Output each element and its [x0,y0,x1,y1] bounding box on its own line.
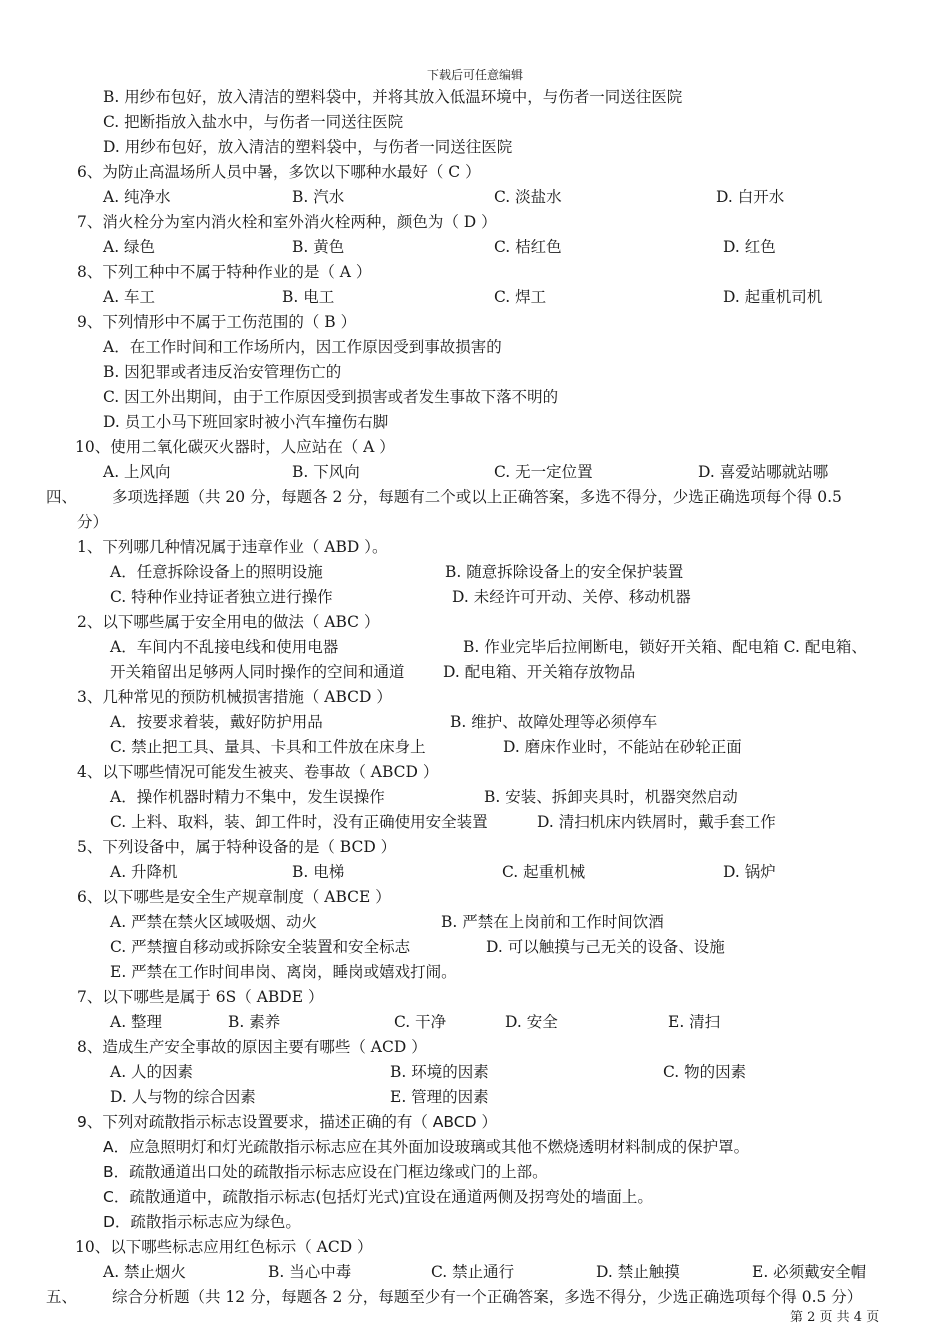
text-line: 10、使用二氧化碳灭火器时，人应站在（ A ） [75,438,395,456]
text-line: 3、几种常见的预防机械损害措施（ ABCD ） [77,688,392,706]
text-segment: A. 整理 [110,1013,163,1031]
text-line [0,487,950,507]
text-segment: B. 黄色 [292,238,345,256]
text-line: C．疏散通道中，疏散指示标志(包括灯光式)宜设在通道两侧及拐弯处的墙面上。 [103,1188,653,1206]
text-line: 7、消火栓分为室内消火栓和室外消火栓两种，颜色为（ D ） [77,213,497,231]
text-line [0,462,950,482]
text-segment: B. 电梯 [292,863,345,881]
text-line [0,287,950,307]
text-segment: D. 锅炉 [723,863,776,881]
text-segment: A．任意拆除设备上的照明设施 [110,563,323,581]
text-segment: A．操作机器时精力不集中，发生误操作 [110,788,385,806]
text-line [0,937,950,957]
text-segment: A. 上风向 [103,463,171,481]
text-line: A．应急照明灯和灯光疏散指示标志应在其外面加设玻璃或其他不燃烧透明材料制成的保护罩。 [103,1138,750,1156]
text-segment: C. 禁止通行 [431,1263,515,1281]
text-line [0,712,950,732]
text-segment: 五、 [46,1288,78,1306]
text-segment: B. 安装、拆卸夹具时，机器突然启动 [484,788,738,806]
text-segment: D. 红色 [723,238,776,256]
text-segment: C. 严禁擅自移动或拆除安全装置和安全标志 [110,938,411,956]
text-segment: D. 未经许可开动、关停、移动机器 [452,588,691,606]
text-line: 7、以下哪些是属于 6S（ ABDE ） [77,988,324,1006]
text-segment: 多项选择题（共 20 分，每题各 2 分，每题有二个或以上正确答案，多选不得分，少选正确选项每个得 0.5 [112,488,842,506]
text-segment: A．车间内不乱接电线和使用电器 [110,638,339,656]
text-segment: B. 环境的因素 [390,1063,489,1081]
text-line: D. 员工小马下班回家时被小汽车撞伤右脚 [103,413,389,431]
text-segment: C. 焊工 [494,288,547,306]
text-segment: A. 升降机 [110,863,178,881]
text-line [0,737,950,757]
text-segment: B. 电工 [282,288,335,306]
text-line: 8、造成生产安全事故的原因主要有哪些（ ACD ） [77,1038,427,1056]
text-segment: A. 禁止烟火 [103,1263,187,1281]
text-segment: D. 起重机司机 [723,288,823,306]
text-line [0,1012,950,1032]
text-segment: C. 干净 [394,1013,447,1031]
text-segment: A. 纯净水 [103,188,171,206]
text-segment: B. 下风向 [292,463,360,481]
text-line: B. 用纱布包好，放入清洁的塑料袋中，并将其放入低温环境中，与伤者一同送往医院 [103,88,683,106]
text-segment: D. 禁止触摸 [596,1263,680,1281]
text-line [0,812,950,832]
text-line: 9、下列情形中不属于工伤范围的（ B ） [77,313,357,331]
text-segment: D. 安全 [505,1013,558,1031]
text-segment: D. 磨床作业时，不能站在砂轮正面 [503,738,742,756]
text-segment: 四、 [46,488,78,506]
text-segment: C. 禁止把工具、量具、卡具和工件放在床身上 [110,738,426,756]
text-line: A．在工作时间和工作场所内，因工作原因受到事故损害的 [103,338,502,356]
text-line: D．疏散指示标志应为绿色。 [103,1213,301,1231]
text-segment: 开关箱留出足够两人同时操作的空间和通道 [110,663,405,681]
text-line: B. 因犯罪或者违反治安管理伤亡的 [103,363,342,381]
text-segment: D. 可以触摸与己无关的设备、设施 [486,938,725,956]
text-segment: B. 作业完毕后拉闸断电，锁好开关箱、配电箱 C. 配电箱、 [463,638,867,656]
text-line: 2、以下哪些属于安全用电的做法（ ABC ） [77,613,380,631]
text-segment: C. 起重机械 [502,863,586,881]
text-segment: D. 白开水 [716,188,785,206]
text-segment: D. 喜爱站哪就站哪 [698,463,829,481]
text-line: 分） [77,513,109,531]
text-segment: C. 上料、取料，装、卸工件时，没有正确使用安全装置 [110,813,488,831]
text-segment: C. 桔红色 [494,238,562,256]
text-segment: B. 随意拆除设备上的安全保护装置 [445,563,684,581]
text-line [0,862,950,882]
text-line [0,187,950,207]
text-line: C. 把断指放入盐水中，与伤者一同送往医院 [103,113,404,131]
text-segment: C. 无一定位置 [494,463,593,481]
text-line: 10、以下哪些标志应用红色标示（ ACD ） [75,1238,373,1256]
page-footer: 第 2 页 共 4 页 [790,1310,880,1325]
text-line: D. 用纱布包好，放入清洁的塑料袋中，与伤者一同送往医院 [103,138,513,156]
text-line [0,912,950,932]
text-line [0,1287,950,1307]
text-segment: A. 严禁在禁火区域吸烟、动火 [110,913,318,931]
text-segment: D. 清扫机床内铁屑时，戴手套工作 [537,813,776,831]
text-segment: B. 当心中毒 [268,1263,352,1281]
text-line: 1、下列哪几种情况属于违章作业（ ABD ）。 [77,538,388,556]
text-segment: A. 车工 [103,288,156,306]
text-segment: E. 清扫 [668,1013,721,1031]
text-line [0,1262,950,1282]
text-line [0,587,950,607]
text-line: 6、以下哪些是安全生产规章制度（ ABCE ） [77,888,391,906]
text-segment: B. 严禁在上岗前和工作时间饮酒 [441,913,664,931]
text-segment: E. 必须戴安全帽 [752,1263,867,1281]
text-line: 8、下列工种中不属于特种作业的是（ A ） [77,263,372,281]
text-line: B．疏散通道出口处的疏散指示标志应设在门框边缘或门的上部。 [103,1163,548,1181]
text-segment: C. 淡盐水 [494,188,562,206]
text-line: 5、下列设备中，属于特种设备的是（ BCD ） [77,838,397,856]
text-line [0,637,950,657]
text-segment: B. 维护、故障处理等必须停车 [450,713,658,731]
text-segment: C. 物的因素 [663,1063,747,1081]
text-line [0,1087,950,1107]
text-line [0,662,950,682]
text-segment: B. 素养 [228,1013,281,1031]
page-header: 下载后可任意编辑 [426,68,523,82]
text-segment: A. 人的因素 [110,1063,194,1081]
text-line: 4、以下哪些情况可能发生被夹、卷事故（ ABCD ） [77,763,439,781]
text-segment: 综合分析题（共 12 分，每题各 2 分，每题至少有一个正确答案，多选不得分，少选正确选项每个得 0.5 分） [112,1288,863,1306]
text-line: E. 严禁在工作时间串岗、离岗，睡岗或嬉戏打闹。 [110,963,457,981]
text-line [0,1062,950,1082]
text-segment: E. 管理的因素 [390,1088,489,1106]
text-segment: A. 绿色 [103,238,156,256]
text-line: C. 因工外出期间，由于工作原因受到损害或者发生事故下落不明的 [103,388,559,406]
text-line [0,787,950,807]
text-segment: D. 配电箱、开关箱存放物品 [443,663,636,681]
text-segment: C. 特种作业持证者独立进行操作 [110,588,333,606]
text-line: 9、下列对疏散指示标志设置要求，描述正确的有（ ABCD ） [77,1113,497,1131]
text-line [0,562,950,582]
text-line: 6、为防止高温场所人员中暑，多饮以下哪种水最好（ C ） [77,163,481,181]
text-segment: D. 人与物的综合因素 [110,1088,256,1106]
text-line [0,237,950,257]
text-segment: B. 汽水 [292,188,345,206]
text-segment: A．按要求着装，戴好防护用品 [110,713,323,731]
